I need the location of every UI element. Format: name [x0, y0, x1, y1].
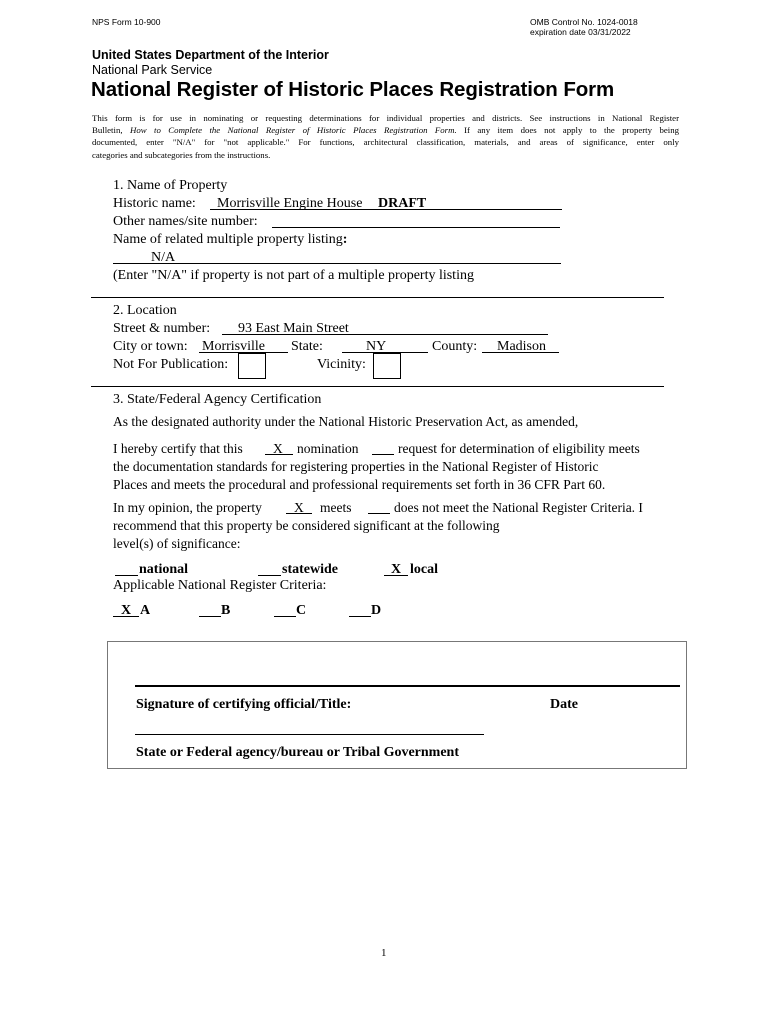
section-divider	[91, 297, 664, 298]
certify-line-3: Places and meets the procedural and professional requirements set forth in 36 CFR Part 60.	[113, 477, 606, 492]
multiple-listing-underline	[113, 263, 561, 264]
intro-paragraph	[92, 112, 679, 161]
statewide-label: statewide	[282, 562, 338, 577]
national-checkbox[interactable]	[115, 575, 138, 576]
section-divider	[91, 386, 664, 387]
criteria-d-checkbox[interactable]	[349, 616, 371, 617]
section-2-heading: 2. Location	[113, 303, 177, 318]
criteria-c-checkbox[interactable]	[274, 616, 296, 617]
criteria-b-checkbox[interactable]	[199, 616, 221, 617]
county-field[interactable]: Madison	[497, 339, 546, 354]
intro-line-1: This form is for use in nominating or requesting determinations for individual properties and districts. See instructions in National Register	[92, 113, 679, 123]
authority-statement: As the designated authority under the National Historic Preservation Act, as amended,	[113, 414, 579, 429]
certify-line-1: I hereby certify that this	[113, 441, 243, 456]
page-number: 1	[381, 947, 387, 959]
date-label: Date	[550, 697, 578, 712]
does-not-meet-label: does not meet the National Register Criteria. I	[394, 500, 643, 515]
request-label: request for determination of eligibility meets	[398, 441, 640, 456]
agency-label: State or Federal agency/bureau or Tribal Government	[136, 745, 460, 760]
city-field[interactable]: Morrisville	[202, 339, 265, 354]
form-number: NPS Form 10-900	[92, 17, 161, 27]
signature-label: Signature of certifying official/Title:	[136, 697, 352, 712]
opinion-line-3: level(s) of significance:	[113, 536, 241, 551]
not-for-publication-checkbox[interactable]	[238, 353, 266, 379]
criteria-b-label: B	[221, 603, 231, 618]
service-name: National Park Service	[92, 63, 213, 77]
page-title: National Register of Historic Places Registration Form	[91, 78, 615, 101]
nomination-checkbox[interactable]: X	[273, 441, 283, 456]
street-label: Street & number:	[113, 321, 211, 336]
certify-line-2: the documentation standards for registering properties in the National Register of Historic	[113, 459, 599, 474]
department-name: United States Department of the Interior	[92, 48, 329, 62]
request-checkbox[interactable]	[372, 454, 394, 455]
other-names-label: Other names/site number:	[113, 214, 258, 229]
national-label: national	[139, 562, 189, 577]
criteria-d-label: D	[371, 603, 382, 618]
local-label: local	[410, 562, 438, 577]
agency-line[interactable]	[135, 734, 484, 735]
state-label: State:	[291, 339, 323, 354]
multiple-listing-field[interactable]: N/A	[151, 250, 176, 265]
intro-line-3: documented, enter "N/A" for "not applicable." For functions, architectural classification, materials, and areas of significance, enter only	[92, 137, 679, 148]
omb-control-number: OMB Control No. 1024-0018	[530, 17, 638, 27]
does-not-meet-checkbox[interactable]	[368, 513, 390, 514]
intro-line-4: categories and subcategories from the instructions.	[92, 149, 271, 160]
section-1-heading: 1. Name of Property	[113, 178, 228, 193]
criteria-a-label: A	[140, 603, 151, 618]
county-label: County:	[432, 339, 478, 354]
vicinity-checkbox[interactable]	[373, 353, 401, 379]
intro-line-2: Bulletin, How to Complete the National Register of Historic Places Registration Form. If any item does not apply to the property being	[92, 125, 679, 136]
signature-line[interactable]	[135, 685, 680, 687]
nomination-label: nomination	[297, 441, 359, 456]
opinion-line-1: In my opinion, the property	[113, 500, 262, 515]
criteria-c-label: C	[296, 603, 307, 618]
not-for-publication-label: Not For Publication:	[113, 357, 229, 372]
expiration-date: expiration date 03/31/2022	[530, 27, 631, 37]
historic-name-field[interactable]: Morrisville Engine House	[217, 196, 363, 211]
state-field[interactable]: NY	[366, 339, 387, 354]
multiple-listing-note: (Enter "N/A" if property is not part of a multiple property listing	[113, 268, 474, 283]
meets-label: meets	[320, 500, 352, 515]
other-names-field[interactable]	[272, 227, 560, 228]
opinion-line-2: recommend that this property be considered significant at the following	[113, 518, 500, 533]
section-3-heading: 3. State/Federal Agency Certification	[113, 392, 322, 407]
street-field[interactable]: 93 East Main Street	[238, 321, 349, 336]
city-label: City or town:	[113, 339, 188, 354]
criteria-label: Applicable National Register Criteria:	[113, 578, 327, 593]
multiple-listing-label: Name of related multiple property listing:	[113, 232, 348, 247]
vicinity-label: Vicinity:	[317, 357, 366, 372]
historic-name-label: Historic name:	[113, 196, 196, 211]
criteria-a-checkbox[interactable]: X	[121, 603, 132, 618]
statewide-checkbox[interactable]	[258, 575, 281, 576]
draft-marker: DRAFT	[378, 196, 427, 211]
meets-checkbox[interactable]: X	[294, 500, 304, 515]
local-checkbox[interactable]: X	[391, 562, 402, 577]
